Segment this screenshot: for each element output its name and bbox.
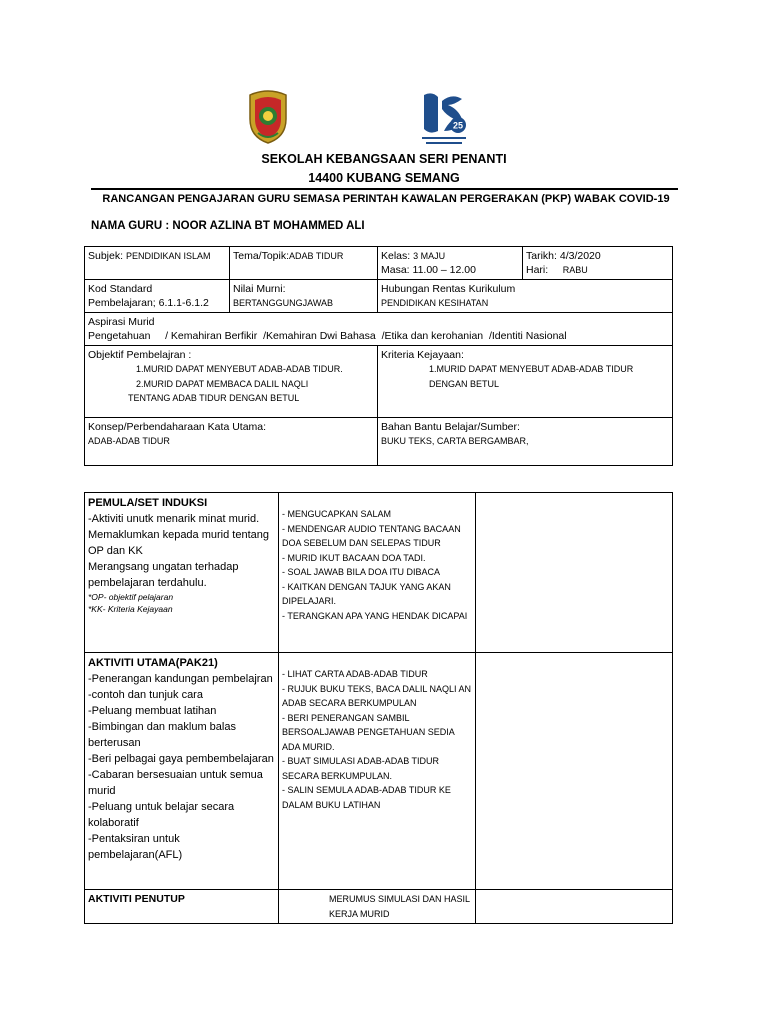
main-point: -Peluang untuk belajar secara kolaboratif [88,801,235,829]
material-value: BUKU TEKS, CARTA BERGAMBAR, [381,436,529,446]
values-value: BERTANGGUNGJAWAB [233,298,334,308]
induction-point: -Aktiviti unutk menarik minat murid. [88,513,260,525]
induction-step: - MENGUCAPKAN SALAM [282,509,392,519]
induction-note: *KK- Kriteria Kejayaan [88,604,173,614]
crosscurr-value: PENDIDIKAN KESIHATAN [381,298,489,308]
closing-title: AKTIVITI PENUTUP [88,893,185,905]
main-point: -Penerangan kandungan pembelajran [88,673,273,685]
main-point: -Pentaksiran untuk pembelajaran(AFL) [88,833,183,861]
concept-value: ADAB-ADAB TIDUR [88,436,170,446]
objective-label: Objektif Pembelajran : [88,349,192,361]
induction-step: - MURID IKUT BACAAN DOA TADI. [282,552,426,563]
induction-point: Merangsang ungatan terhadap pembelajaran terdahulu. [88,561,239,589]
header-divider [91,188,678,190]
main-right-cell [476,653,673,890]
aspiration-cell [85,313,673,346]
values-label: Nilai Murni: [233,283,286,295]
class-time-cell [378,247,523,280]
induction-right-cell [476,493,673,653]
objective-2: 2.MURID DAPAT MEMBACA DALIL NAQLI [136,378,309,389]
time-label: Masa: 11.00 – 12.00 [381,264,476,276]
date-label: Tarikh: [526,250,557,262]
criteria-1: 1.MURID DAPAT MENYEBUT ADAB-ADAB TIDUR [429,364,634,374]
crosscurr-cell [378,280,673,313]
material-cell [378,418,673,466]
crosscurr-label: Hubungan Rentas Kurikulum [381,283,516,295]
induction-left-cell [85,493,279,653]
activities-table [84,492,673,924]
aspiration-label: Aspirasi Murid [88,316,155,328]
induction-title: PEMULA/SET INDUKSI [88,497,208,509]
criteria-label: Kriteria Kejayaan: [381,349,464,361]
date-day-cell [523,247,673,280]
material-label: Bahan Bantu Belajar/Sumber: [381,421,520,433]
main-step: - RUJUK BUKU TEKS, BACA DALIL NAQLI AN ADAB SECARA BERKUMPULAN [282,683,472,708]
day-label: Hari: [526,264,549,276]
main-left-cell [85,653,279,890]
induction-step: - KAITKAN DENGAN TAJUK YANG AKAN DIPELAJARI. [282,581,451,606]
school-name: SEKOLAH KEBANGSAAN SERI PENANTI [261,152,507,166]
induction-mid-cell [279,493,476,653]
objective-cell [85,346,378,418]
school-badge-logo [418,91,470,149]
main-point: -contoh dan tunjuk cara [88,689,203,701]
main-step: - BUAT SIMULASI ADAB-ADAB TIDUR SECARA BERKUMPULAN. [282,756,440,781]
concept-label: Konsep/Perbendaharaan Kata Utama: [88,421,267,433]
main-step: - SALIN SEMULA ADAB-ADAB TIDUR KE DALAM BUKU LATIHAN [282,785,451,810]
plan-title: RANCANGAN PENGAJARAN GURU SEMASA PERINTAH KAWALAN PERGERAKAN (PKP) WABAK COVID-19 [102,193,670,205]
teacher-name: NAMA GURU : NOOR AZLINA BT MOHAMMED ALI [91,220,365,232]
topic-value: ADAB TIDUR [289,251,344,261]
state-crest-logo [246,89,290,145]
badge-number: 25 [452,120,464,131]
day-value: RABU [562,265,588,275]
school-address: 14400 KUBANG SEMANG [308,171,460,185]
induction-step: - SOAL JAWAB BILA DOA ITU DIBACA [282,567,441,577]
criteria-cell [378,346,673,418]
objective-1: 1.MURID DAPAT MENYEBUT ADAB-ADAB TIDUR. [136,364,343,374]
induction-step: - TERANGKAN APA YANG HENDAK DICAPAI [282,610,468,621]
standard-cell [85,280,230,313]
main-title: AKTIVITI UTAMA(PAK21) [88,657,218,669]
induction-point: Memaklumkan kepada murid tentang OP dan KK [88,529,269,557]
aspiration-value: Pengetahuan / Kemahiran Berfikir /Kemahiran Dwi Bahasa /Etika dan kerohanian /Identiti Nasional [88,330,567,342]
concept-cell [85,418,378,466]
closing-left-cell [85,890,279,924]
main-step: - BERI PENERANGAN SAMBIL BERSOALJAWAB PENGETAHUAN SEDIA ADA MURID. [282,712,455,752]
objective-3: TENTANG ADAB TIDUR DENGAN BETUL [128,393,300,403]
closing-right-cell [476,890,673,924]
main-point: -Beri pelbagai gaya pembembelajaran [88,753,274,765]
induction-note: *OP- objektif pelajaran [88,592,174,602]
closing-mid-cell [279,890,476,924]
topic-cell [230,247,378,280]
standard-label: Kod Standard [88,283,153,295]
topic-label: Tema/Topik: [233,250,290,262]
induction-step: - MENDENGAR AUDIO TENTANG BACAAN DOA SEBELUM DAN SELEPAS TIDUR [282,523,461,548]
main-point: -Bimbingan dan maklum balas berterusan [88,721,236,749]
main-point: -Peluang membuat latihan [88,705,217,717]
subject-value: PENDIDIKAN ISLAM [125,251,211,261]
subject-label: Subjek: [88,250,124,262]
closing-step: MERUMUS SIMULASI DAN HASIL KERJA MURID [329,894,470,919]
criteria-2: DENGAN BETUL [429,378,500,389]
standard-value: Pembelajaran; 6.1.1-6.1.2 [88,297,209,309]
class-value: 3 MAJU [413,251,446,261]
subject-cell [85,247,230,280]
main-mid-cell [279,653,476,890]
class-label: Kelas: [381,250,411,262]
values-cell [230,280,378,313]
lesson-info-table [84,246,673,466]
main-point: -Cabaran bersesuaian untuk semua murid [88,769,263,797]
date-value: 4/3/2020 [559,250,601,262]
main-step: - LIHAT CARTA ADAB-ADAB TIDUR [282,669,428,679]
